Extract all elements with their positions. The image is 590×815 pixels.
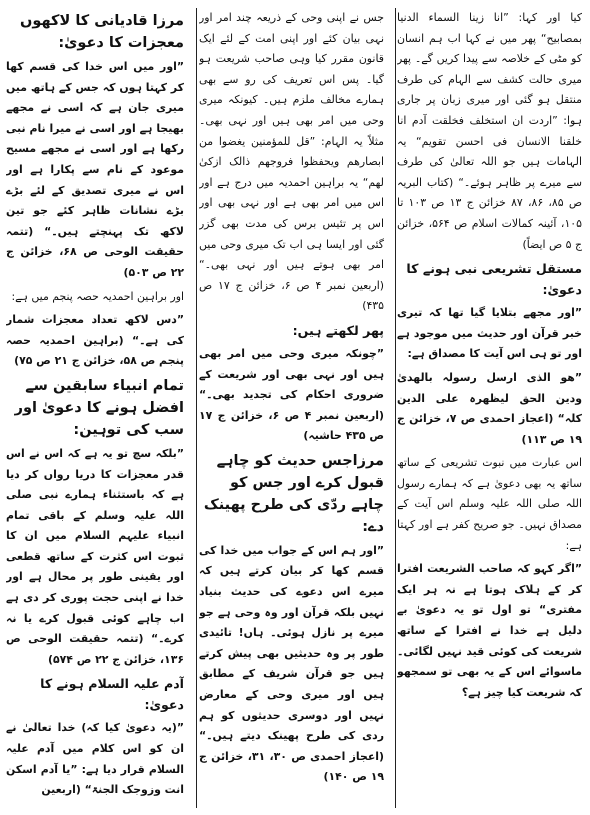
quote-paragraph: ”اور میں اس خدا کی قسم کھا کر کہتا ہوں کہ جس کے ہاتھ میں میری جان ہے کہ اسی نے مجھے بھیجا ہے اور اسی نے میرا نام نبی رکھا ہے اور اسی نے مجھے مسیح موعود کے نام سے پکارا ہے اور اس نے میری تصدیق کے لئے بڑے بڑے نشانات ظاہر کئے جو تین لاکھ تک پہنچتے ہیں۔“ (تتمہ حقیقت الوحی ص ۶۸، خزائن ج ۲۲ ص ۵۰۳) xyxy=(6,60,184,279)
paragraph: کیا اور کہا: ”انا زینا السماء الدنیا بمصابیح“ پھر میں نے کہا اب ہم انسان کو مٹی کے خلاصہ سے پیدا کریں گے۔ پھر میری حالت کشف سے الہام کی طرف منتقل ہو گئی اور میری زبان پر جاری ہوا: ”اردت ان استخلف فخلقت آدم انا خلقنا الانسان فی احسن تقویم“ یہ الہامات ہیں جو اللہ تعالیٰ کی طرف سے میرے پر ظاہر ہوئے۔“ (کتاب البریہ ص ۸۵، ۸۶، ۸۷ خزائن ج ۱۳ ص ۱۰۳ تا ۱۰۵، آئینہ کمالات اسلام ص ۵۶۴، خزائن ج ۵ ص ایضاً) xyxy=(397,11,582,251)
quote-paragraph: ”اگر کہو کہ صاحب الشریعت افترا کر کے ہلاک ہوتا ہے نہ ہر ایک مفتری“ تو اول تو یہ دعویٰ بے دلیل ہے خدا نے افترا کے ساتھ شریعت کی کوئی قید نہیں لگائی۔ ماسوائے اس کے یہ بھی تو سمجھو کہ شریعت کیا چیز ہے؟ xyxy=(397,562,582,699)
quote-paragraph: ”اور ہم اس کے جواب میں خدا کی قسم کھا کر بیان کرتے ہیں کہ میرے اس دعوے کی حدیث بنیاد نہیں بلکہ قرآن اور وہ وحی ہے جو میرے پر نازل ہوئی۔ ہاں! تائیدی طور پر وہ حدیثیں بھی پیش کرتے ہیں جو قرآن شریف کے مطابق ہیں اور میری وحی کے معارض نہیں اور دوسری حدیثوں کو ہم ردی کی طرح پھینک دیتے ہیں۔“ (اعجاز احمدی ص ۳۰، ۳۱، خزائن ج ۱۹ ص ۱۴۰) xyxy=(199,543,384,784)
section-heading: آدم علیہ السلام ہونے کا دعویٰ: xyxy=(40,676,184,713)
column-divider xyxy=(196,8,197,808)
section-heading: مرزا قادیانی کا لاکھوں معجزات کا دعویٰ: xyxy=(20,13,184,51)
right-column xyxy=(397,8,582,808)
quote-paragraph: ”(یہ دعویٰ کیا کہ) خدا تعالیٰ نے ان کو اس کلام میں آدم علیہ السلام قرار دیا ہے: ”یا آدم اسکن انت وزوجک الجنۃ“ (اربعین xyxy=(6,721,184,797)
section-heading: مستقل تشریعی نبی ہونے کا دعویٰ: xyxy=(406,261,582,298)
paragraph: جس نے اپنی وحی کے ذریعہ چند امر اور نہی بیان کئے اور اپنی امت کے لئے ایک قانون مقرر کیا وہی صاحب شریعت ہو گیا۔ پس اس تعریف کی رو سے بھی ہمارے مخالف ملزم ہیں۔ کیونکہ میری وحی میں امر بھی ہیں اور نہی بھی۔ مثلاً یہ الہام: ”قل للمؤمنین یغضوا من ابصارھم ویحفظوا فروجھم ذالک ازکیٰ لھم“ یہ براہین احمدیہ میں درج ہے اور اس میں امر بھی ہے اور نہی بھی اور اس پر تئیس برس کی مدت بھی گزر گئی اور ایسا ہی اب تک میری وحی میں امر بھی ہوتے ہیں اور نہی بھی۔“ (اربعین نمبر ۴ ص ۶، خزائن ج ۱۷ ص ۴۳۵) xyxy=(199,11,384,313)
middle-column xyxy=(199,8,384,808)
quote-paragraph: ”چونکہ میری وحی میں امر بھی ہیں اور نہی بھی اور شریعت کے ضروری احکام کی تجدید بھی۔“ (اربعین نمبر ۴ ص ۶، خزائن ج ۱۷ ص ۴۳۵ حاشیہ) xyxy=(199,346,384,443)
quote-paragraph: ”اور مجھے بتلایا گیا تھا کہ تیری خبر قرآن اور حدیث میں موجود ہے اور تو ہی اس آیت کا مصداق ہے: xyxy=(397,306,582,361)
quote-paragraph: ”ھو الذی ارسل رسولہ بالھدیٰ ودین الحق لیظھرہ علی الدین کلہ“ (اعجاز احمدی ص ۷، خزائن ج ۱۹ ص ۱۱۳) xyxy=(397,370,582,446)
paragraph: اس عبارت میں نبوت تشریعی کے ساتھ ساتھ یہ بھی دعویٰ ہے کہ ہمارے رسول اللہ صلی اللہ علیہ وسلم اس آیت کے مصداق نہیں۔ جو صریح کفر ہے اور کہتا ہے: xyxy=(397,456,582,552)
quote-paragraph: ”دس لاکھ تعداد معجزات شمار کی ہے۔“ (براہین احمدیہ حصہ پنجم ص ۵۸، خزائن ج ۲۱ ص ۷۵) xyxy=(6,313,184,368)
left-column xyxy=(6,8,184,808)
section-heading: تمام انبیاء سابقین سے افضل ہونے کا دعویٰ اور سب کی توہین: xyxy=(14,377,184,438)
section-heading: مرزاجس حدیث کو چاہے قبول کرے اور جس کو چاہے ردّی کی طرح پھینک دے: xyxy=(203,452,384,535)
quote-paragraph: ”بلکہ سچ تو یہ ہے کہ اس نے اس قدر معجزات کا دریا رواں کر دیا ہے کہ باستثناء ہمارے نبی صلی اللہ علیہ وسلم کے باقی تمام انبیاء علیہم السلام میں ان کا ثبوت اس کثرت کے ساتھ قطعی اور یقینی طور پر محال ہے اور خدا نے اپنی حجت پوری کر دی ہے اب چاہے کوئی قبول کرے یا نہ کرے۔“ (تتمہ حقیقت الوحی ص ۱۳۶، خزائن ج ۲۲ ص ۵۷۴) xyxy=(6,446,184,666)
subheading: پھر لکھتے ہیں: xyxy=(292,322,384,338)
column-divider xyxy=(395,8,396,808)
paragraph: اور براہین احمدیہ حصہ پنجم میں ہے: xyxy=(11,289,184,303)
